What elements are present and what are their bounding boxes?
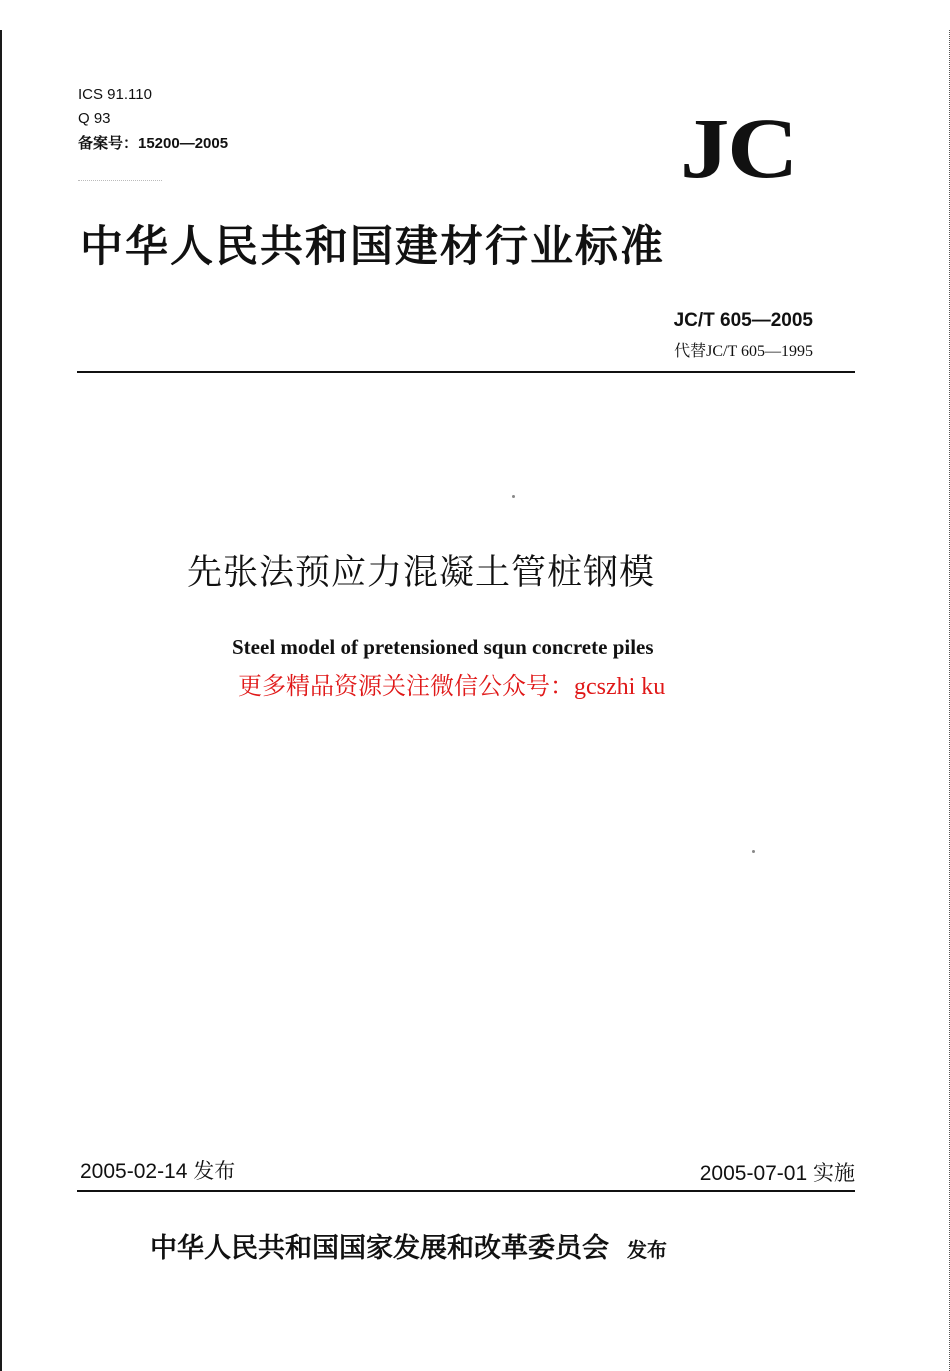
issuer-name: 中华人民共和国国家发展和改革委员会 (150, 1233, 609, 1263)
issuer-suffix: 发布 (627, 1240, 667, 1262)
scan-speck (752, 850, 755, 853)
standard-header-title: 中华人民共和国建材行业标准 (80, 224, 665, 271)
scan-edge-left (0, 30, 6, 1371)
scan-speck (512, 495, 515, 498)
filing-number: 备案号：15200—2005 (78, 135, 229, 152)
promo-line: 更多精品资源关注微信公众号：gcszhi ku (238, 674, 666, 700)
implementation-date: 2005-07-01 实施 (699, 1162, 855, 1185)
scan-edge-right (946, 30, 950, 1371)
ics-code: ICS 91.110 (78, 86, 152, 103)
scan-artifact-dots (78, 180, 162, 183)
document-title-cn: 先张法预应力混凝土管桩钢模 (187, 553, 656, 592)
jc-logo-mark: JC (680, 100, 797, 196)
bottom-divider (77, 1190, 855, 1192)
standard-code: JC/T 605—2005 (673, 310, 813, 331)
ccs-code: Q 93 (78, 110, 111, 127)
document-title-en: Steel model of pretensioned squn concrete piles (232, 635, 654, 659)
top-divider (77, 371, 855, 373)
issue-date: 2005-02-14 发布 (80, 1160, 236, 1183)
replaces-code: 代替JC/T 605—1995 (674, 343, 813, 360)
issuer (150, 1228, 667, 1271)
